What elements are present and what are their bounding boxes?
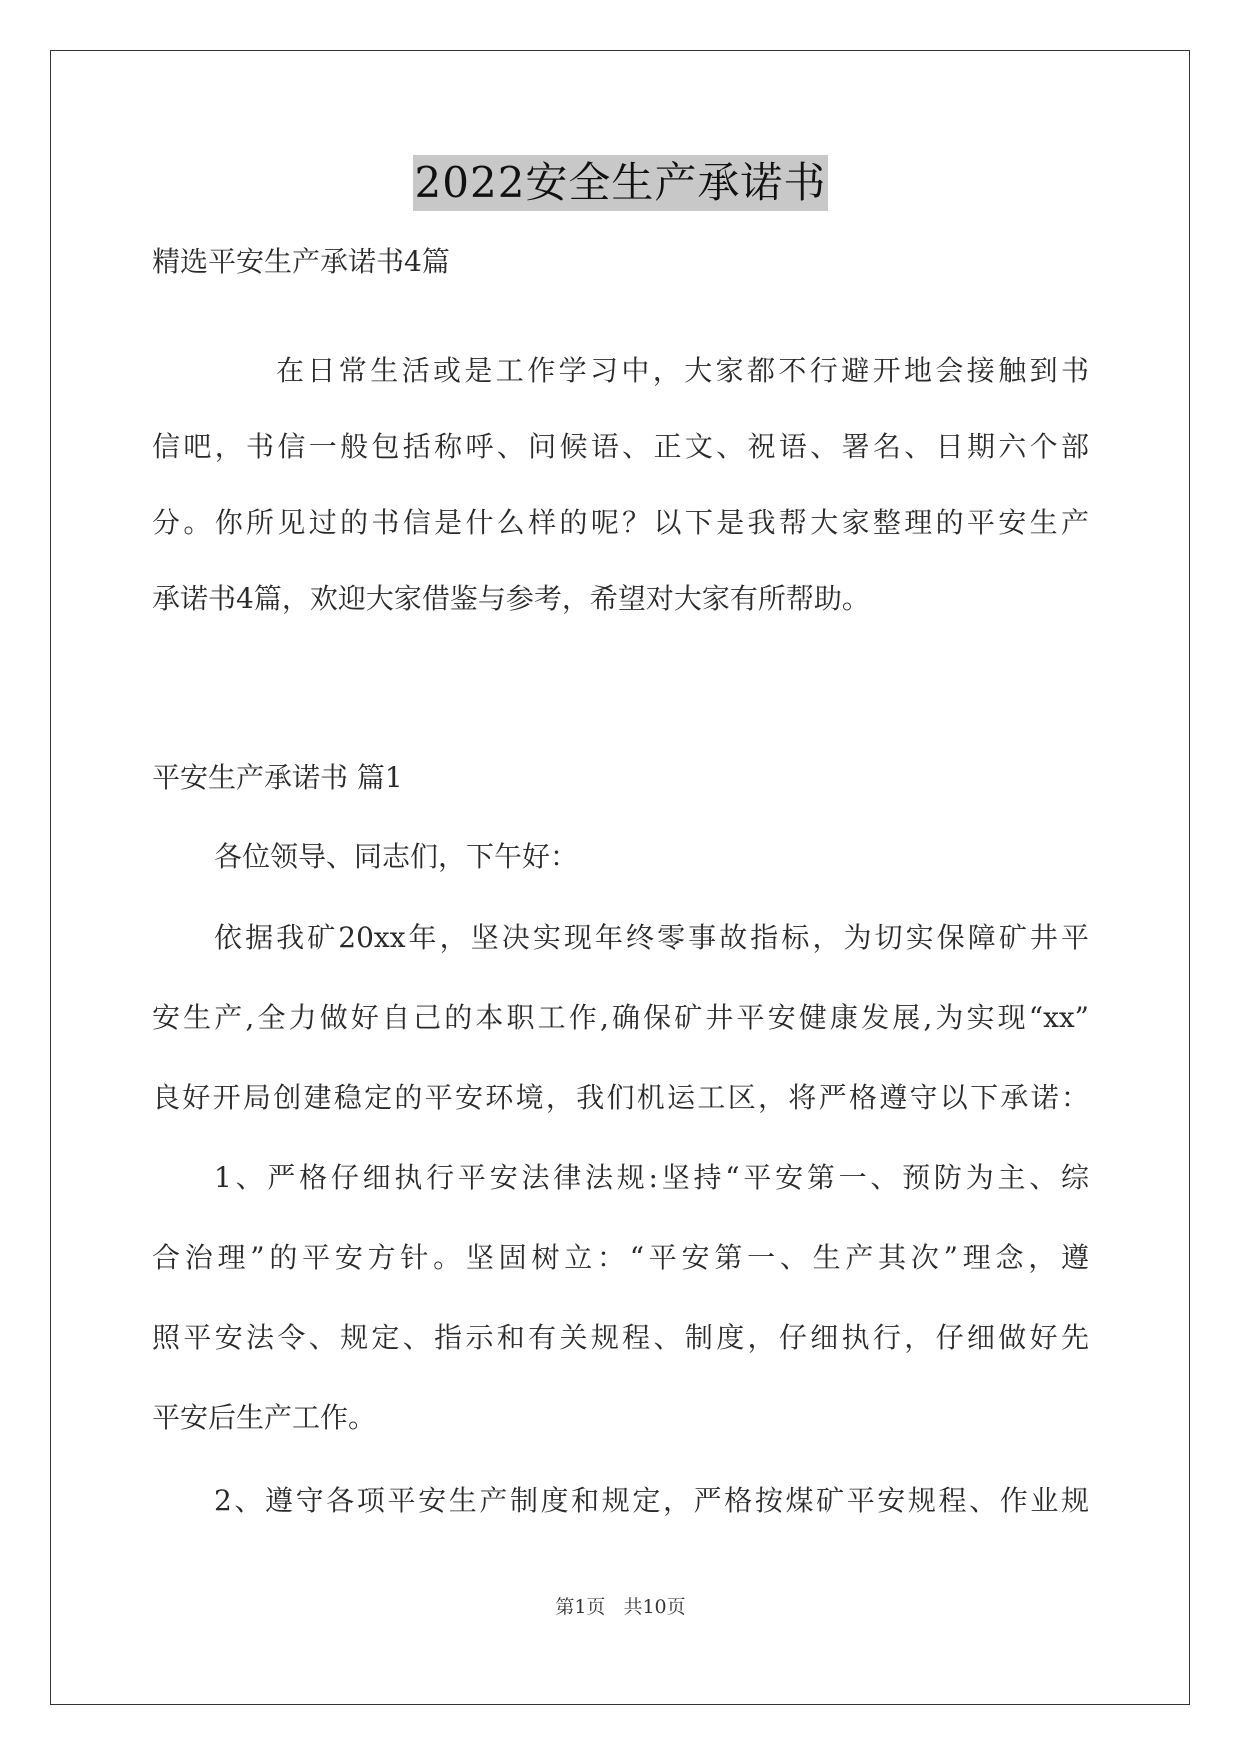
body-line-5: 合治理”的平安方针。坚固树立：“平安第一、生产其次”理念，遵 [152, 1241, 1089, 1274]
intro-line-4: 承诺书4篇，欢迎大家借鉴与参考，希望对大家有所帮助。 [152, 582, 870, 615]
page-number: 第1页 [555, 1596, 606, 1618]
body-line-1: 依据我矿20xx年，坚决实现年终零事故指标，为切实保障矿井平 [214, 921, 1089, 954]
total-pages: 共10页 [623, 1596, 686, 1618]
body-line-4: 1、严格仔细执行平安法律法规:坚持“平安第一、预防为主、综 [214, 1161, 1089, 1194]
intro-line-2: 信吧，书信一般包括称呼、问候语、正文、祝语、署名、日期六个部 [152, 430, 1089, 463]
section-heading: 平安生产承诺书 篇1 [152, 761, 403, 794]
page-border [50, 50, 1190, 1705]
document-subtitle: 精选平安生产承诺书4篇 [152, 245, 450, 278]
body-line-8: 2、遵守各项平安生产制度和规定，严格按煤矿平安规程、作业规 [214, 1484, 1089, 1517]
greeting: 各位领导、同志们，下午好： [214, 840, 579, 873]
title-wrapper [0, 155, 1241, 211]
body-line-6: 照平安法令、规定、指示和有关规程、制度，仔细执行，仔细做好先 [152, 1321, 1089, 1354]
body-line-2: 安生产,全力做好自己的本职工作,确保矿井平安健康发展,为实现“xx” [152, 1001, 1089, 1034]
intro-line-3: 分。你所见过的书信是什么样的呢？以下是我帮大家整理的平安生产 [152, 506, 1089, 539]
intro-line-1: 在日常生活或是工作学习中，大家都不行避开地会接触到书 [276, 354, 1089, 387]
document-title: 2022安全生产承诺书 [413, 155, 829, 211]
page-footer [0, 1592, 1241, 1619]
body-line-3: 良好开局创建稳定的平安环境，我们机运工区，将严格遵守以下承诺： [152, 1081, 1089, 1114]
body-line-7: 平安后生产工作。 [152, 1401, 377, 1434]
